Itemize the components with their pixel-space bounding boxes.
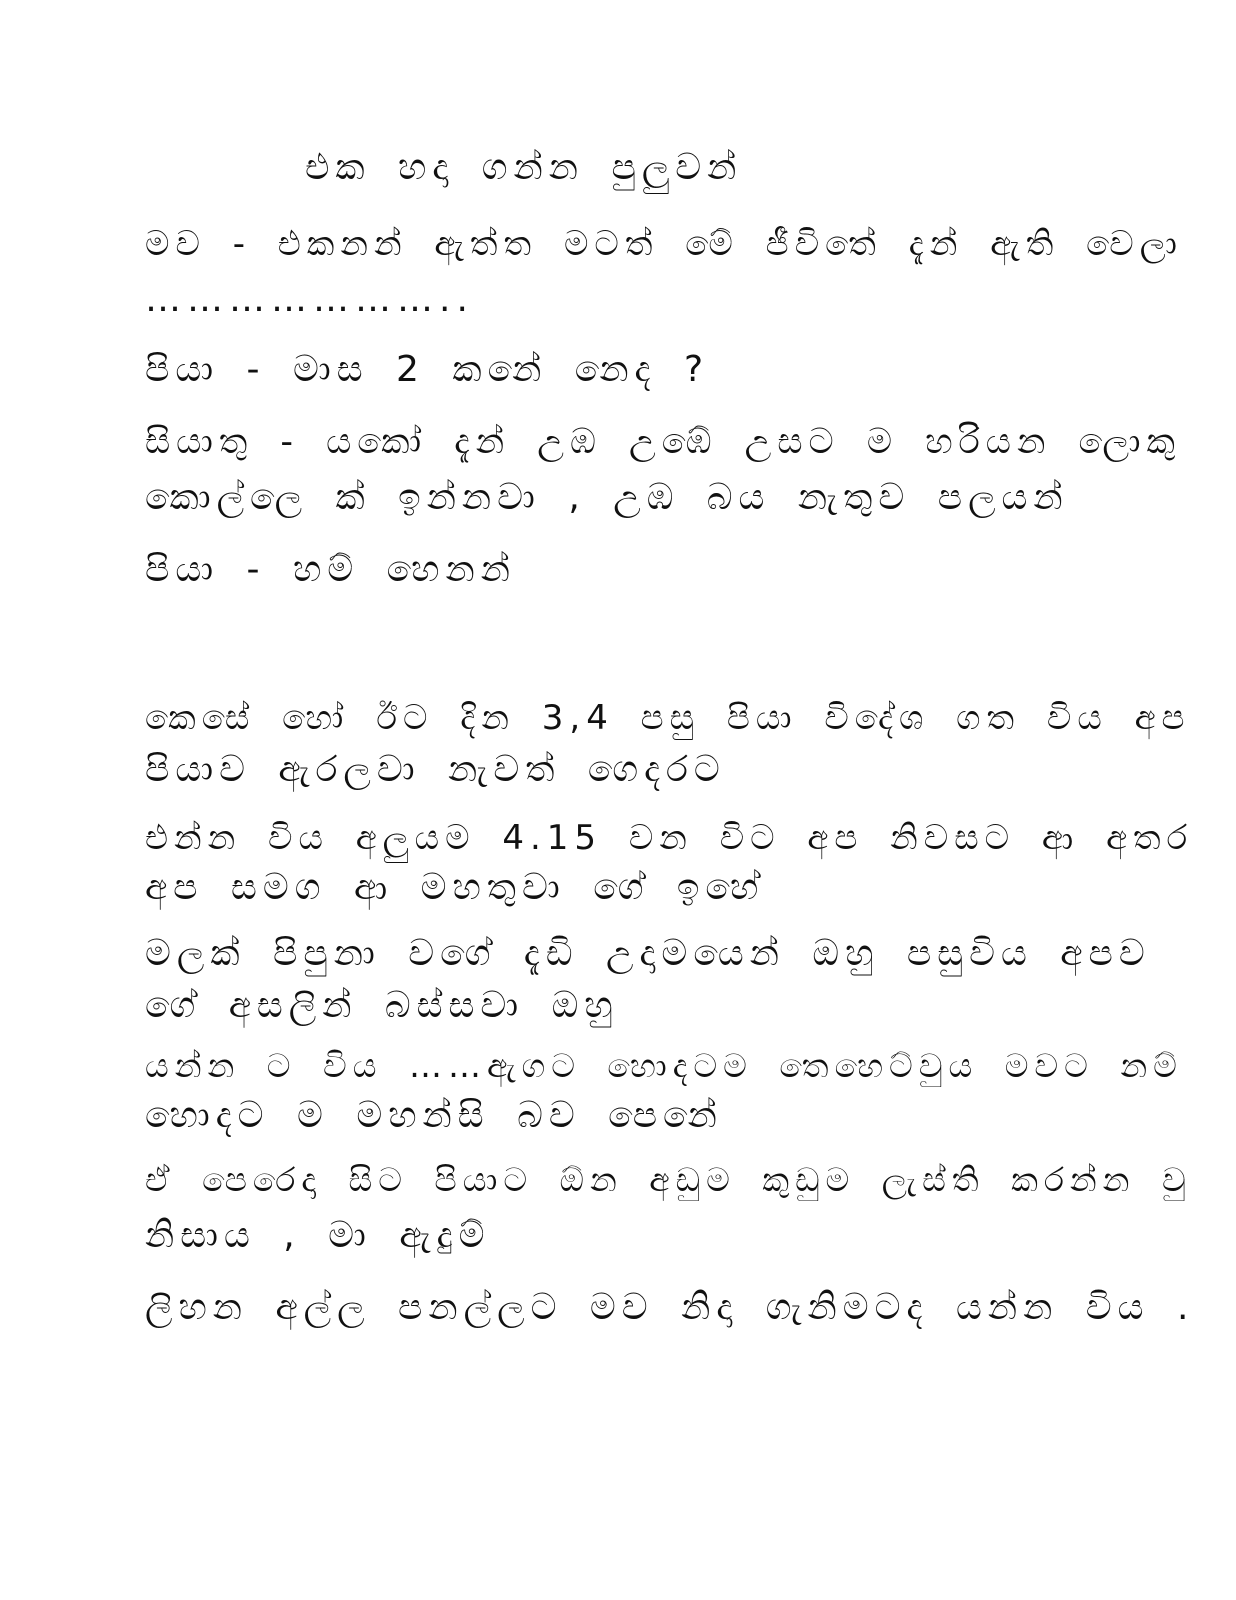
ellipsis-line: ………………….. — [145, 279, 474, 320]
text-line: හොදට ම මහන්සි බව පෙනේ — [145, 1095, 723, 1136]
text-line: සියාතු - යකෝ දැන් උඹ උඹේ උසට ම හරියන ලොකු — [145, 422, 1181, 462]
text-line: පියා - මාස 2 කනේ නෙද ? — [145, 349, 710, 390]
text-line: පියාව ඇරලවා නැවත් ගෙදරට — [145, 749, 726, 790]
text-line: නිසාය , මා ඇදුම් — [145, 1215, 491, 1256]
text-line: අප සමග ආ මහතුවා ගේ ඉහේ — [145, 867, 765, 908]
text-line: ගේ අසලින් බස්සවා ඔහු — [145, 985, 619, 1026]
text-line: කොල්ලෙ ක් ඉන්නවා , උඹ බය නැතුව පලයන් — [145, 477, 1069, 518]
document-title: එක හදා ගන්න පුලුවන් — [305, 147, 743, 188]
text-line: ඒ පෙරෙදා සිට පියාට ඕන අඩුම කුඩුම ලැස්ති කරන්න වු — [145, 1160, 1192, 1199]
text-line: එන්න විය අලුයම 4.15 වන විට අප නිවසට ආ අතර — [145, 818, 1194, 858]
text-line: මව - එකනන් ඇත්ත මටත් මේ ජීවිතේ දැන් ඇති වෙලා — [145, 224, 1183, 264]
text-line: පියා - හම් හෙනන් — [145, 549, 516, 590]
text-line: ලිහන අල්ල පනල්ලට මව නිදා ගැනිමටද යන්න විය . — [145, 1287, 1195, 1328]
text-line: මලක් පිපුනා වගේ දැඩි උදාමයෙන් ඔහු පසුවිය අපව — [145, 933, 1151, 974]
text-line: යන්න ට විය ……ඇගට හොදටම තෙහෙට්වුය මවට නම් — [145, 1046, 1183, 1085]
text-line: කෙසේ හෝ ඊට දින 3,4 පසු පියා විදේශ ගත විය අප — [145, 698, 1191, 738]
